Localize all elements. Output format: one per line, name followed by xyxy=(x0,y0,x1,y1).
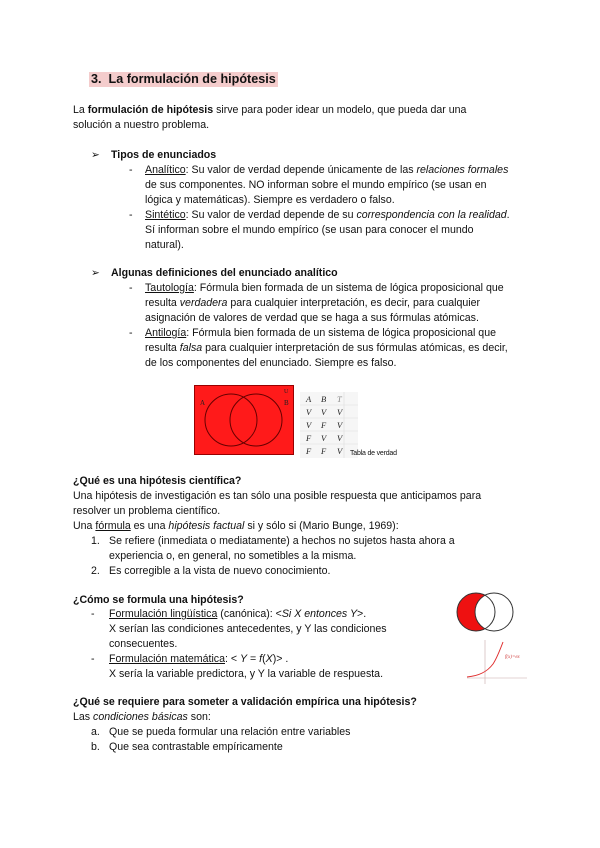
dash-bullet: - xyxy=(129,282,133,294)
mat-line-1: Formulación matemática: < Y = f(X)> . xyxy=(109,653,289,665)
truth-table-cell: V xyxy=(321,433,327,443)
tautologia-line-2: resulta verdadera para cualquier interpretación, es decir, para cualquier xyxy=(145,297,481,309)
antilogia-line-1: Antilogía: Fórmula bien formada de un sistema de lógica proposicional que xyxy=(145,327,496,339)
arrow-bullet-icon: ➢ xyxy=(91,267,100,279)
truth-table-cell: V xyxy=(321,407,327,417)
venn-diagram-implication xyxy=(448,589,524,635)
analitico-line-3: lógica y matemáticas). Siempre es verdadero o falso. xyxy=(145,194,395,206)
list-letter: b. xyxy=(91,741,100,753)
truth-table-cell: V xyxy=(337,446,343,456)
truth-table-header-t: T xyxy=(337,394,342,404)
truth-table-cell: F xyxy=(306,433,312,443)
graph-function-label: f(x)=ex xyxy=(505,655,520,660)
tautologia-line-1: Tautología: Fórmula bien formada de un sistema de lógica proposicional que xyxy=(145,282,504,294)
truth-table-cell: V xyxy=(337,420,343,430)
truth-table-cell: V xyxy=(337,433,343,443)
dash-bullet: - xyxy=(129,164,133,176)
analitico-line-1: Analítico: Su valor de verdad depende únicamente de las relaciones formales xyxy=(145,164,509,176)
ling-line-2: X serían las condiciones antecedentes, y Y las condiciones xyxy=(109,623,387,635)
venn-label-a: A xyxy=(200,399,206,407)
arrow-bullet-icon: ➢ xyxy=(91,149,100,161)
antilogia-line-3: de los componentes del enunciado. Siempre es falso. xyxy=(145,357,397,369)
exponential-graph xyxy=(463,636,531,686)
analitico-line-2: de sus componentes. NO informan sobre el mundo empírico (se usan en xyxy=(145,179,487,191)
q3-heading: ¿Qué se requiere para someter a validación empírica una hipótesis? xyxy=(73,696,417,708)
section-title: 3. La formulación de hipótesis xyxy=(91,72,276,86)
list-letter: a. xyxy=(91,726,100,738)
q1-line-3: Una fórmula es una hipótesis factual si y sólo si (Mario Bunge, 1969): xyxy=(73,520,399,532)
dash-bullet: - xyxy=(129,327,133,339)
q1-heading: ¿Qué es una hipótesis científica? xyxy=(73,475,242,487)
sintetico-line-2: Sí informan sobre el mundo empírico (se usan para conocer el mundo xyxy=(145,224,474,236)
sintetico-line-3: natural). xyxy=(145,239,184,251)
truth-table-cell: V xyxy=(306,407,312,417)
truth-table-cell: V xyxy=(306,420,312,430)
q1-item-1-line-2: experiencia o, en general, no sometibles a la misma. xyxy=(109,550,357,562)
sintetico-line-1: Sintético: Su valor de verdad depende de su correspondencia con la realidad. xyxy=(145,209,510,221)
ling-line-1: Formulación lingüística (canónica): <Si X entonces Y>. xyxy=(109,608,367,620)
venn-label-u: U xyxy=(284,389,289,395)
definiciones-heading: ➢ Algunas definiciones del enunciado analítico xyxy=(91,267,338,279)
tautologia-line-3: asignación de valores de verdad que se haga a sus fórmulas atómicas. xyxy=(145,312,479,324)
q1-item-2: Es corregible a la vista de nuevo conocimiento. xyxy=(109,565,331,577)
list-number: 2. xyxy=(91,565,100,577)
dash-bullet: - xyxy=(91,653,95,665)
venn-label-b: B xyxy=(284,399,289,407)
truth-table-cell: V xyxy=(337,407,343,417)
q3-item-b: Que sea contrastable empíricamente xyxy=(109,741,283,753)
truth-table-caption: Tabla de verdad xyxy=(350,450,397,457)
dash-bullet: - xyxy=(91,608,95,620)
q3-item-a: Que se pueda formular una relación entre variables xyxy=(109,726,351,738)
q3-line-1: Las condiciones básicas son: xyxy=(73,711,211,723)
dash-bullet: - xyxy=(129,209,133,221)
truth-table-cell: F xyxy=(321,420,327,430)
mat-line-2: X sería la variable predictora, y Y la variable de respuesta. xyxy=(109,668,384,680)
q1-line-1: Una hipótesis de investigación es tan sólo una posible respuesta que anticipamos para xyxy=(73,490,482,502)
intro-line-2: solución a nuestro problema. xyxy=(73,119,210,131)
ling-line-3: consecuentes. xyxy=(109,638,178,650)
truth-table-cell: F xyxy=(306,446,312,456)
venn-universe-rect xyxy=(195,386,294,455)
venn-diagram-tautology xyxy=(194,385,294,455)
truth-table-header-a: A xyxy=(306,394,312,404)
truth-table-header-b: B xyxy=(321,394,327,404)
truth-table-cell: F xyxy=(321,446,327,456)
q1-line-2: resolver un problema científico. xyxy=(73,505,221,517)
tipos-heading: ➢ Tipos de enunciados xyxy=(91,149,217,161)
antilogia-line-2: resulta falsa para cualquier interpretación de sus fórmulas atómicas, es decir, xyxy=(145,342,508,354)
list-number: 1. xyxy=(91,535,100,547)
q1-item-1-line-1: Se refiere (inmediata o mediatamente) a hechos no sujetos hasta ahora a xyxy=(109,535,455,547)
intro-line-1: La formulación de hipótesis sirve para poder idear un modelo, que pueda dar una xyxy=(73,104,467,116)
q2-heading: ¿Cómo se formula una hipótesis? xyxy=(73,594,244,606)
